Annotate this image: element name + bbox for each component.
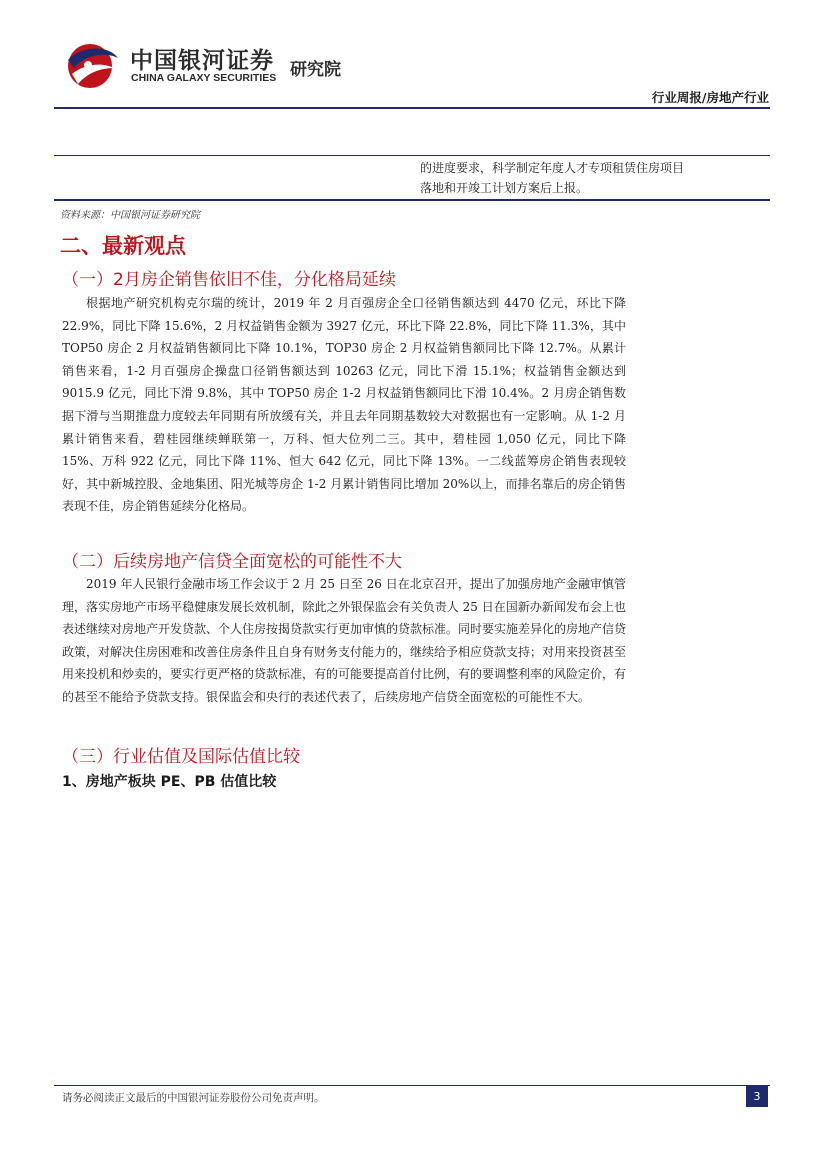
header-rule (54, 107, 770, 109)
report-category: 行业周报/房地产行业 (651, 90, 769, 105)
galaxy-logo-icon (62, 38, 124, 90)
footer-rule (54, 1085, 770, 1086)
paragraph-2-text: 2019 年人民银行金融市场工作会议于 2 月 25 日至 26 日在北京召开，提出了加强房地产金融审慎管理，落实房地产市场平稳健康发展长效机制，除此之外银保监会有关负责人 25 日在国新办新闻发布会上也表述继续对房地产开发贷款、个人住房按揭贷款实行更加审慎的贷款标准。同时要实施差异化的房地产信贷政策，对解决住房困难和改善住房条件且自身有财务支付能力的，继续给予相应贷款支持；对用来投资甚至用来投机和炒卖的，要实行更严格的贷款标准，有的可能要提高首付比例，有的要调整利率的风险定价，有的甚至不能给予贷款支持。银保监会和央行的表述代表了，后续房地产信贷全面宽松的可能性不大。 (62, 577, 627, 704)
page-number: 3 (746, 1086, 768, 1107)
brand-name-cn: 中国银河证券 (130, 48, 274, 74)
table-cell-line-2: 落地和开竣工计划方案后上报。 (420, 181, 589, 195)
subsection-title-2: （二）后续房地产信贷全面宽松的可能性不大 (62, 552, 402, 572)
subsection-title-1: （一）2月房企销售依旧不佳，分化格局延续 (62, 270, 396, 290)
table-cell-line-1: 的进度要求，科学制定年度人才专项租赁住房项目 (420, 161, 685, 175)
brand-name-en: CHINA GALAXY SECURITIES (131, 72, 277, 84)
source-note: 资料来源：中国银河证券研究院 (60, 210, 200, 221)
brand-institute: 研究院 (290, 60, 341, 80)
paragraph-2 (62, 573, 626, 709)
table-bottom-rule (54, 199, 770, 201)
table-top-rule (54, 155, 770, 156)
paragraph-1 (62, 292, 626, 518)
paragraph-1-text: 根据地产研究机构克尔瑞的统计，2019 年 2 月百强房企全口径销售额达到 4470 亿元，环比下降 22.9%，同比下降 15.6%，2 月权益销售金额为 3927 亿元，环比下降 22.8%，同比下降 11.3%，其中 TOP50 房企 2 月权益销售额同比下降 10.1%，TOP30 房企 2 月权益销售额同比下降 12.7%。从累计销售来看，1-2 月百强房企操盘口径销售额达到 10263 亿元，同比下滑 15.1%；权益销售金额达到 9015.9 亿元，同比下滑 9.8%，其中 TOP50 房企 1-2 月权益销售额同比下滑 10.4%。2 月房企销售数据下滑与当期推盘力度较去年同期有所放缓有关，并且去年同期基数较大对数据也有一定影响。从 1-2 月累计销售来看，碧桂园继续蝉联第一，万科、恒大位列二三。其中，碧桂园 1,050 亿元，同比下降 15%、万科 922 亿元，同比下降 11%、恒大 642 亿元，同比下降 13%。一二线蓝筹房企销售表现较好，其中新城控股、金地集团、阳光城等房企 1-2 月累计销售同比增加 20%以上，而排名靠后的房企销售表现不佳，房企销售延续分化格局。 (62, 296, 626, 514)
subsection-title-3: （三）行业估值及国际估值比较 (62, 747, 300, 767)
section-title: 二、最新观点 (60, 234, 186, 258)
footer-disclaimer: 请务必阅读正文最后的中国银河证券股份公司免责声明。 (62, 1092, 325, 1104)
item-heading-1: 1、房地产板块 PE、PB 估值比较 (62, 774, 277, 790)
